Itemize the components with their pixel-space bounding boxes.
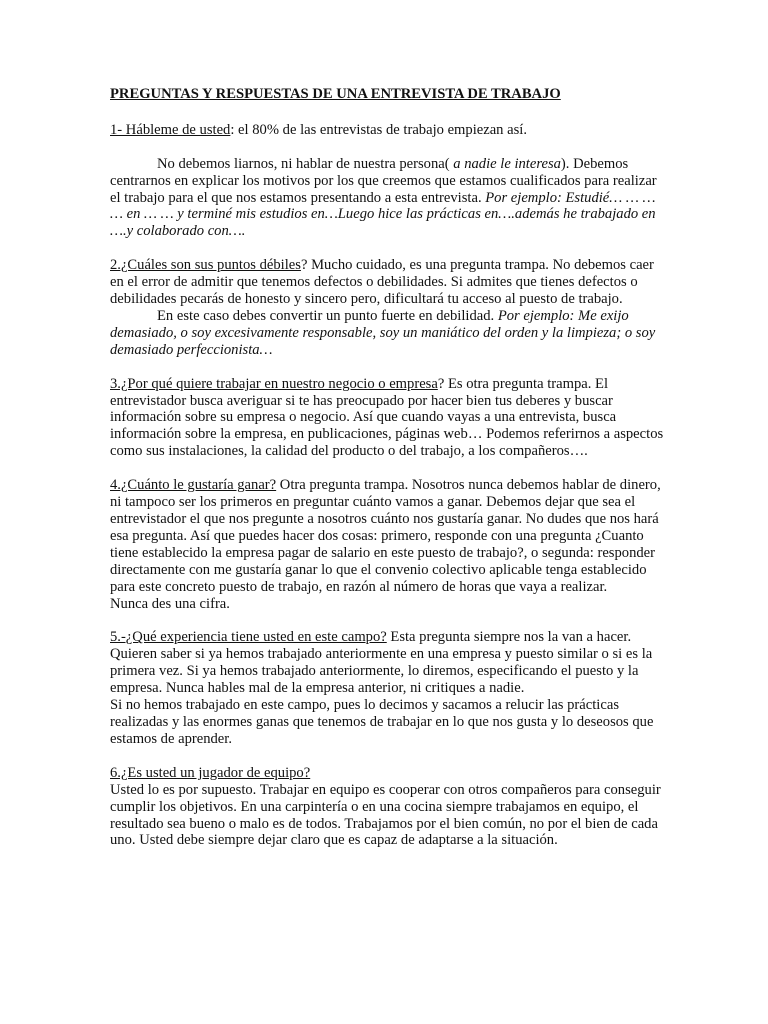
- question-1-text: : el 80% de las entrevistas de trabajo empiezan así.: [230, 121, 527, 138]
- section-6-heading: [110, 765, 670, 782]
- section-1-paragraph: [110, 122, 670, 139]
- question-3: 3.¿Por qué quiere trabajar en nuestro negocio o empresa: [110, 375, 438, 392]
- document-title: PREGUNTAS Y RESPUESTAS DE UNA ENTREVISTA DE TRABAJO: [110, 86, 561, 102]
- section-1: [110, 122, 670, 240]
- section-2: [110, 257, 670, 358]
- question-1: 1- Hábleme de usted: [110, 121, 231, 138]
- question-3-text: ? Es otra pregunta trampa. El entrevistador busca averiguar si te has preocupado por hacer bien tus deberes y buscar información sobre su empresa o negocio. Así que cuando vayas a una entrevista, busca información sobre la empresa, en publicaciones, páginas web… Podemos referirnos a aspectos como sus instalaciones, la calidad del producto o del trabajo, a los compañeros….: [110, 375, 664, 460]
- question-5: 5.-¿Qué experiencia tiene usted en este campo?: [110, 629, 387, 646]
- question-6: 6.¿Es usted un jugador de equipo?: [110, 764, 311, 781]
- section-1-answer: [110, 156, 670, 241]
- section-3: [110, 376, 670, 461]
- section-6-answer: Usted lo es por supuesto. Trabajar en equipo es cooperar con otros compañeros para conseguir cumplir los objetivos. En una carpintería o en una cocina siempre trabajamos en equipo, el resultado sea bueno o malo es de todos. Trabajamos por el bien común, no por el bien de cada uno. Usted debe siempre dejar claro que es capaz de adaptarse a la situación.: [110, 781, 661, 849]
- answer-2-text: En este caso debes convertir un punto fuerte en debilidad.: [157, 307, 498, 324]
- question-2-text: ? Mucho cuidado, es una pregunta trampa. No debemos caer en el error de admitir que tenemos defectos o debilidades. Si admites que tienes defectos o debilidades pecarás de honesto y sincero pero, dificultará tu acceso al puesto de trabajo.: [110, 257, 654, 308]
- section-4: [110, 477, 670, 612]
- section-4-note: Nunca des una cifra.: [110, 595, 230, 612]
- answer-2-example: Por ejemplo: Me exijo demasiado, o soy excesivamente responsable, soy un maniático del orden y la limpieza; o soy demasiado perfeccionista…: [110, 307, 656, 358]
- answer-1-text-a: No debemos liarnos, ni hablar de nuestra persona(: [157, 155, 454, 172]
- section-5: [110, 629, 670, 747]
- section-4-paragraph: [110, 477, 670, 595]
- answer-1-italic-a: a nadie le interesa: [453, 155, 561, 172]
- section-3-paragraph: [110, 376, 670, 461]
- section-6: [110, 765, 670, 850]
- question-2: 2.¿Cuáles son sus puntos débiles: [110, 257, 301, 274]
- answer-1-text-b: ). Debemos centrarnos en explicar los motivos por los que creemos que estamos cualificados para realizar el trabajo para el que nos estamos presentando a esta entrevista.: [110, 155, 657, 206]
- section-2-answer: [110, 308, 670, 359]
- section-5-extra: Si no hemos trabajado en este campo, pues lo decimos y sacamos a relucir las prácticas realizadas y las enormes ganas que tenemos de trabajar en lo que nos gusta y lo deseosos que estamos de aprender.: [110, 697, 654, 747]
- answer-1-example: Por ejemplo: Estudié… … … … en … … y terminé mis estudios en…Luego hice las prácticas en….además he trabajado en ….y colaborado con….: [110, 189, 656, 240]
- section-2-paragraph: [110, 257, 670, 308]
- blank-line: [110, 139, 670, 156]
- question-5-text: Esta pregunta siempre nos la van a hacer. Quieren saber si ya hemos trabajado anteriormente en una empresa y puesto similar o si es la primera vez. Si ya hemos trabajado anteriormente, lo diremos, especificando el puesto y la empresa. Nunca hables mal de la empresa anterior, ni critiques a nadie.: [110, 629, 653, 697]
- question-4: 4.¿Cuánto le gustaría ganar?: [110, 477, 277, 494]
- document-body: [110, 86, 670, 866]
- section-5-paragraph: [110, 629, 670, 697]
- question-4-text: Otra pregunta trampa. Nosotros nunca debemos hablar de dinero, ni tampoco ser los primeros en preguntar cuánto vamos a ganar. Debemos dejar que sea el entrevistador el que nos pregunte a nosotros cuánto nos gustaría ganar. No dudes que nos hará esa pregunta. Así que puedes hacer dos cosas: primero, responde con una pregunta ¿Cuanto tiene establecido la empresa pagar de salario en este puesto de trabajo?, o segunda: responder directamente con me gustaría ganar lo que el convenio colectivo aplicable tenga establecido para este concreto puesto de trabajo, en razón al número de horas que vaya a realizar.: [110, 477, 661, 595]
